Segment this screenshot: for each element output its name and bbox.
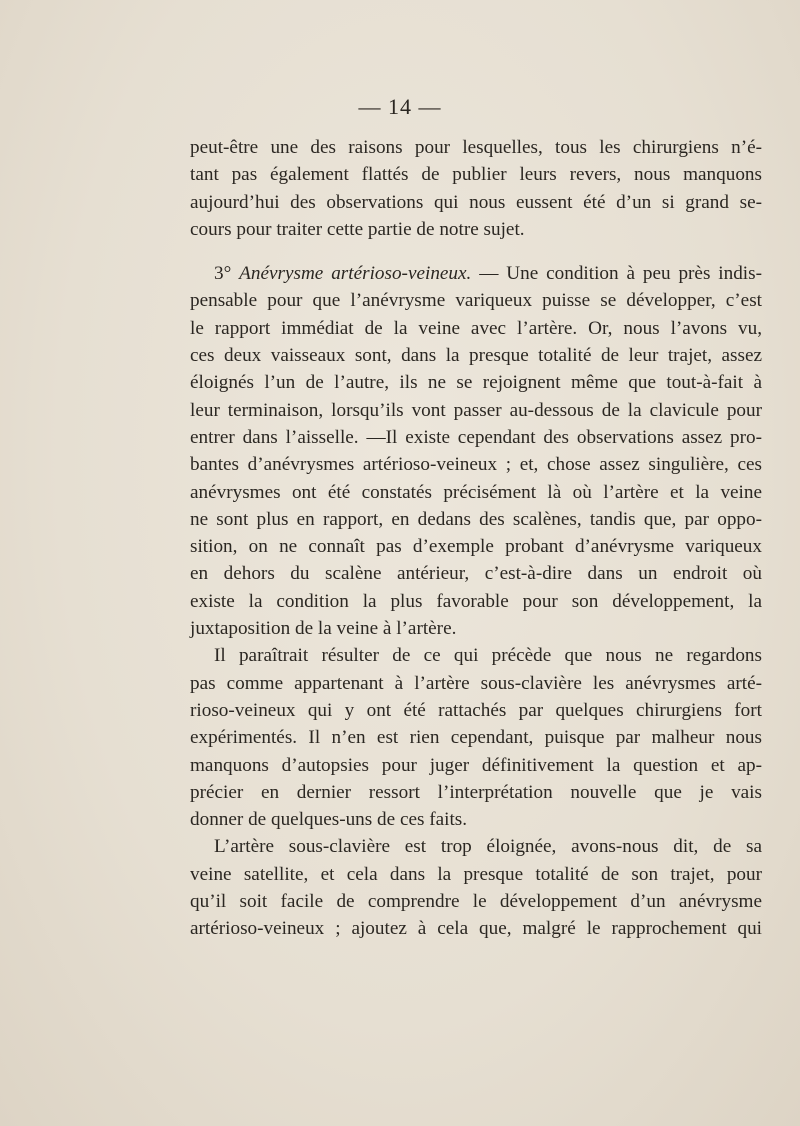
text-line: ces deux vaisseaux sont, dans la presque totalité de leur trajet, assez [190,345,762,367]
text-line: rioso-veineux qui y ont été rattachés par quelques chirurgiens fort [190,699,762,721]
text-line: sition, on ne connaît pas d’exemple probant d’anévrysme variqueux [190,536,762,558]
text-line: précier en dernier ressort l’interprétation nouvelle que je vais [190,781,762,803]
text-line: donner de quelques-uns de ces faits. [190,809,468,831]
text-line: pas comme appartenant à l’artère sous-clavière les anévrysmes arté- [190,672,762,694]
text-line: entrer dans l’aisselle. —Il existe cependant des observations assez pro- [190,426,762,448]
text-line: anévrysmes ont été constatés précisément là où l’artère et la veine [190,481,762,503]
text-fragment: — Une condition à peu près indis- [471,263,762,285]
text-line: tant pas également flattés de publier leurs revers, nous manquons [190,164,762,186]
text-line: existe la condition la plus favorable pour son développement, la [190,590,762,612]
text-line: peut-être une des raisons pour lesquelles, tous les chirurgiens n’é- [190,137,762,158]
text-line: éloignés l’un de l’autre, ils ne se rejoignent même que tout-à-fait à [190,372,762,394]
text-line: en dehors du scalène antérieur, c’est-à-dire dans un endroit où [190,563,762,585]
text-line: aujourd’hui des observations qui nous eussent été d’un si grand se- [190,191,762,213]
body-text [190,134,762,943]
section-number: 3° [214,263,232,285]
text-line: Il paraîtrait résulter de ce qui précède que nous ne regardons [214,645,762,667]
page-number: — 14 — [358,94,442,119]
text-line: expérimentés. Il n’en est rien cependant, puisque par malheur nous [190,727,762,749]
text-line: pensable pour que l’anévrysme variqueux puisse se développer, c’est [190,290,762,312]
section-heading-line [190,260,762,287]
text-line: L’artère sous-clavière est trop éloignée, avons-nous dit, de sa [214,836,762,858]
text-line: manquons d’autopsies pour juger définitivement la question et ap- [190,754,762,776]
text-line: ne sont plus en rapport, en dedans des scalènes, tandis que, par oppo- [190,508,762,530]
text-line: juxtaposition de la veine à l’artère. [190,618,457,640]
text-line: qu’il soit facile de comprendre le développement d’un anévrysme [190,891,762,913]
text-line: cours pour traiter cette partie de notre sujet. [190,218,525,240]
text-line: veine satellite, et cela dans la presque totalité de son trajet, pour [190,863,762,885]
text-line: leur terminaison, lorsqu’ils vont passer au-dessous de la clavicule pour [190,399,762,421]
text-line: artérioso-veineux ; ajoutez à cela que, malgré le rapprochement qui [190,918,762,940]
section-title: Anévrysme artérioso-veineux. [239,263,472,285]
text-line: bantes d’anévrysmes artérioso-veineux ; et, chose assez singulière, ces [190,454,762,476]
text-line: le rapport immédiat de la veine avec l’artère. Or, nous l’avons vu, [190,317,762,339]
